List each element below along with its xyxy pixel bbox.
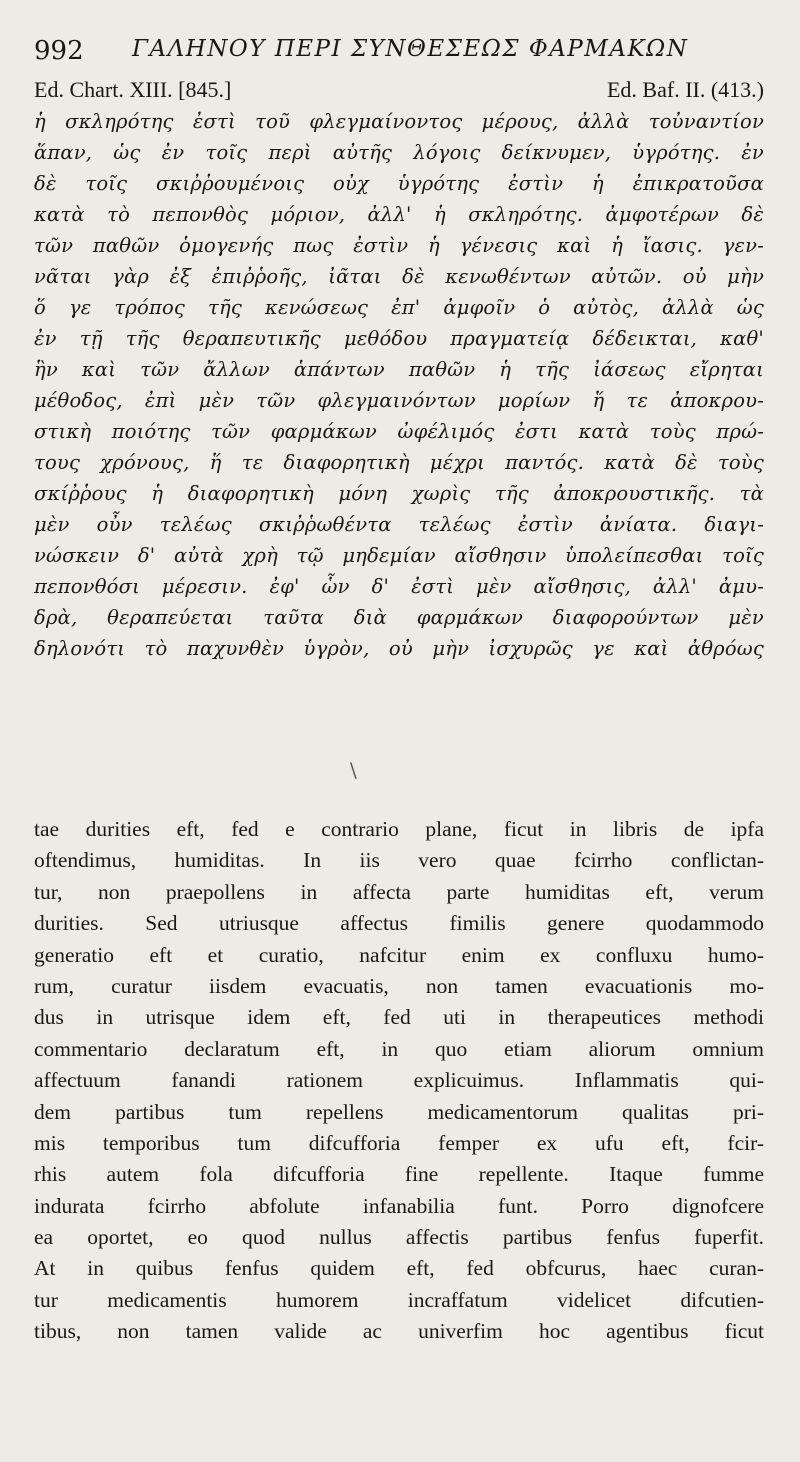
latin-text-line: dem partibus tum repellens medicamentorum qualitas pri- xyxy=(34,1099,764,1124)
greek-text-line: ἐν τῇ τῆς θεραπευτικῆς μεθόδου πραγματείᾳ δέδεικται, καθ' xyxy=(34,327,764,350)
page-number: 992 xyxy=(34,36,84,66)
greek-text-line: δρὰ, θεραπεύεται ταῦτα διὰ φαρμάκων διαφορούντων μὲν xyxy=(34,606,764,629)
greek-text-line: τῶν παθῶν ὁμογενής πως ἐστὶν ἡ γένεσις καὶ ἡ ἴασις. γεν- xyxy=(34,234,764,257)
latin-text-line: tur, non praepollens in affecta parte humiditas eft, verum xyxy=(34,879,764,904)
greek-text-line: μέθοδος, ἐπὶ μὲν τῶν φλεγμαινόντων μορίων ἥ τε ἀποκρου- xyxy=(34,389,764,412)
latin-text-line: mis temporibus tum difcufforia femper ex ufu eft, fcir- xyxy=(34,1130,764,1155)
latin-text-line: generatio eft et curatio, nafcitur enim ex confluxu humo- xyxy=(34,942,764,967)
latin-text-line: tur medicamentis humorem incraffatum videlicet difcutien- xyxy=(34,1287,764,1312)
latin-text-line: dus in utrisque idem eft, fed uti in therapeutices methodi xyxy=(34,1005,764,1030)
latin-text-line: oftendimus, humiditas. In iis vero quae fcirrho conflictan- xyxy=(34,848,764,873)
running-head xyxy=(34,30,764,64)
greek-text-line: δὲ τοῖς σκιῤῥουμένοις οὐχ ὑγρότης ἐστὶν ἡ ἐπικρατοῦσα xyxy=(34,172,764,195)
greek-text-line: δηλονότι τὸ παχυνθὲν ὑγρὸν, οὐ μὴν ἰσχυρῶς γε καὶ ἀθρόως xyxy=(34,637,764,660)
greek-text-line: μὲν οὖν τελέως σκιῤῥωθέντα τελέως ἐστὶν ἀνίατα. διαγι- xyxy=(34,513,764,536)
greek-text-line: ὅ γε τρόπος τῆς κενώσεως ἐπ' ἀμφοῖν ὁ αὐτὸς, ἀλλὰ ὡς xyxy=(34,296,764,319)
latin-text-line: rum, curatur iisdem evacuatis, non tamen evacuationis mo- xyxy=(34,973,764,998)
running-title: ΓΑΛΗΝΟΥ ΠΕΡΙ ΣΥΝΘΕΣΕΩΣ ΦΑΡΜΑΚΩΝ xyxy=(132,36,689,62)
latin-text-line: durities. Sed utriusque affectus fimilis genere quodammodo xyxy=(34,911,764,936)
edition-reference-line xyxy=(34,76,764,104)
latin-text-line: affectuum fanandi rationem explicuimus. Inflammatis qui- xyxy=(34,1068,764,1093)
latin-text-line: tibus, non tamen valide ac univerfim hoc agentibus ficut xyxy=(34,1319,764,1344)
latin-text-line: rhis autem fola difcufforia fine repellente. Itaque fumme xyxy=(34,1162,764,1187)
greek-text-line: ἅπαν, ὡς ἐν τοῖς περὶ αὐτῆς λόγοις δείκνυμεν, ὑγρότης. ἐν xyxy=(34,141,764,164)
greek-text-line: τους χρόνους, ἥ τε διαφορητικὴ μέχρι παντός. κατὰ δὲ τοὺς xyxy=(34,451,764,474)
greek-text-line: πεπονθόσι μέρεσιν. ἐφ' ὧν δ' ἐστὶ μὲν αἴσθησις, ἀλλ' ἀμυ- xyxy=(34,575,764,598)
greek-text-line: ἣν καὶ τῶν ἄλλων ἁπάντων παθῶν ἡ τῆς ἰάσεως εἴρηται xyxy=(34,358,764,381)
latin-text-line: At in quibus fenfus quidem eft, fed obfcurus, haec curan- xyxy=(34,1256,764,1281)
stray-print-mark: \ xyxy=(350,758,357,782)
greek-text-line: νώσκειν δ' αὐτὰ χρὴ τῷ μηδεμίαν αἴσθησιν ὑπολείπεσθαι τοῖς xyxy=(34,544,764,567)
latin-text-line: ea oportet, eo quod nullus affectis partibus fenfus fuperfit. xyxy=(34,1225,764,1250)
latin-text-line: indurata fcirrho abfolute infanabilia funt. Porro dignofcere xyxy=(34,1193,764,1218)
edition-reference-basel: Ed. Baf. II. (413.) xyxy=(606,77,764,102)
greek-text-line: ἡ σκληρότης ἐστὶ τοῦ φλεγμαίνοντος μέρους, ἀλλὰ τοὐναντίον xyxy=(34,110,764,133)
greek-text-line: σκίῤῥους ἡ διαφορητικὴ μόνη χωρὶς τῆς ἀποκρουστικῆς. τὰ xyxy=(34,482,764,505)
edition-reference-chartier: Ed. Chart. XIII. [845.] xyxy=(34,77,232,102)
latin-text-line: tae durities eft, fed e contrario plane, ficut in libris de ipfa xyxy=(34,817,764,841)
greek-text-line: κατὰ τὸ πεπονθὸς μόριον, ἀλλ' ἡ σκληρότης. ἀμφοτέρων δὲ xyxy=(34,203,764,226)
greek-text-block xyxy=(34,106,764,664)
latin-translation-block xyxy=(34,814,764,1348)
greek-text-line: νᾶται γὰρ ἐξ ἐπιῤῥοῆς, ἰᾶται δὲ κενωθέντων αὐτῶν. οὐ μὴν xyxy=(34,265,764,288)
greek-text-line: στικὴ ποιότης τῶν φαρμάκων ὠφέλιμός ἐστι κατὰ τοὺς πρώ- xyxy=(34,420,764,443)
latin-text-line: commentario declaratum eft, in quo etiam aliorum omnium xyxy=(34,1036,764,1061)
